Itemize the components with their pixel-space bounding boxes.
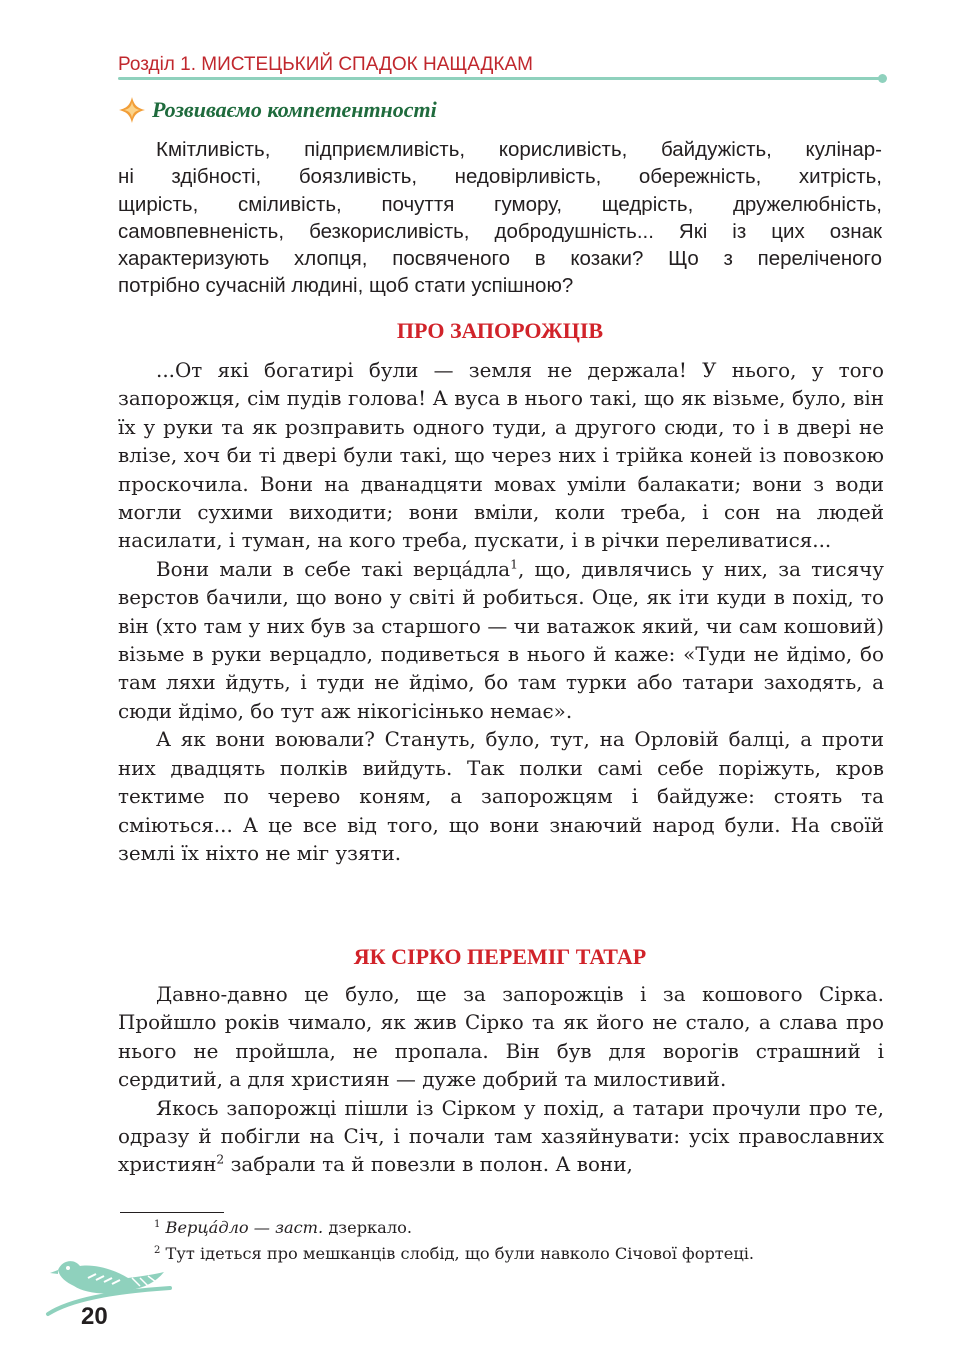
paragraph-text: Якось запорожці пішли із Сірком у похід, а татари прочули про те, одразу й побігли на Січ, і почали там хазяйнувати: усіх православних християн bbox=[118, 1096, 884, 1177]
competence-line: Кмітливість, підприємливість, корисливість, байдужість, кулінар- bbox=[156, 138, 882, 161]
footnote-divider bbox=[120, 1212, 224, 1213]
footnote-1 bbox=[120, 1215, 880, 1241]
story-title-zaporozhtsi: ПРО ЗАПОРОЖЦІВ bbox=[396, 318, 604, 343]
competence-line: характеризують хлопця, посвяченого в козаки? Що з переліченого bbox=[118, 247, 882, 271]
competence-line: самовпевненість, безкорисливість, добродушність... Які із цих ознак bbox=[118, 219, 882, 243]
paragraph: А як вони воювали? Стануть, було, тут, на Орловій балці, а проти них двадцять полків вийдуть. Так полки самі себе поріжуть, кров тектиме по черево коням, а запорожцям і байдуже: стоять та сміються... А це все від того, що вони знаючий народ були. На своїй землі їх ніхто не міг узяти. bbox=[118, 728, 884, 865]
footnote-mark: 2 bbox=[154, 1244, 161, 1256]
paragraph: Давно-давно це було, ще за запорожців і за кошового Сірка. Пройшло років чимало, як жив Сірко та як його не стало, а слава про нього не пройшла, не пропала. Він був для ворогів страшний і сердитий, а для християн — дуже добрий та милостивий. bbox=[118, 983, 884, 1092]
bird-icon bbox=[40, 1248, 180, 1318]
competence-line: щирість, сміливість, почуття гумору, щедрість, дружелюбність, bbox=[118, 192, 882, 216]
paragraph bbox=[118, 556, 884, 726]
footnote-text: дзеркало. bbox=[323, 1218, 412, 1237]
header-divider bbox=[118, 77, 884, 80]
competence-line: потрібно сучасній людині, щоб стати успішною? bbox=[118, 274, 574, 298]
paragraph-text: Вони мали в себе такі верца́дла bbox=[156, 557, 511, 581]
story-title-sirko: ЯК СІРКО ПЕРЕМІГ ТАТАР bbox=[353, 944, 647, 969]
footnote-ref: 2 bbox=[216, 1152, 225, 1167]
footnote-text: Тут ідеться про мешканців слобід, що були навколо Січової фортеці. bbox=[160, 1244, 755, 1263]
competence-text bbox=[118, 136, 882, 300]
footnote-2 bbox=[120, 1241, 880, 1267]
footnote-mark: 1 bbox=[154, 1218, 161, 1230]
flower-star-icon bbox=[118, 96, 146, 124]
page-number: 20 bbox=[81, 1303, 108, 1330]
footnote-ref: 1 bbox=[510, 557, 518, 572]
competence-heading-text: Розвиваємо компетентності bbox=[152, 97, 437, 122]
footnote-term: Верца́дло — заст. bbox=[165, 1218, 324, 1237]
story-body-zaporozhtsi bbox=[118, 357, 884, 868]
competence-line: ні здібності, боязливість, недовірливість, обережність, хитрість, bbox=[118, 165, 882, 189]
paragraph: ...От які богатирі були — земля не держала! У нього, у того запорожця, сім пудів голова! А вуса в нього такі, що як візьме, було, він їх у руки та як розправить одного туди, а другого сюди, то і в двері не влізе, хоч би ті двері були такі, що через них і трійка коней із повозкою проскочила. Вони на дванадцяти мовах уміли балакати; вони з води могли сухими виходити; вони вміли, коли треба, і сон на людей насилати, і туман, на кого треба, пускати, і в річки переливатися... bbox=[118, 359, 884, 553]
header-divider-dot bbox=[878, 74, 887, 83]
paragraph bbox=[118, 1095, 884, 1180]
story-body-sirko bbox=[118, 981, 884, 1180]
paragraph-text: забрали та й повезли в полон. А вони, bbox=[224, 1153, 633, 1177]
chapter-header: Розділ 1. МИСТЕЦЬКИЙ СПАДОК НАЩАДКАМ bbox=[118, 54, 533, 75]
paragraph-text: , що, дивлячись у них, за тисячу верстов бачили, що воно у світі й робиться. Оце, як іти куди в похід, то він (хто там у них був за старшого — чи ватажок який, чи сам кошовий) візьме в руки верцадло, подиветься в нього й каже: «Туди не йдімо, бо там ляхи йдуть, і туди не йдімо, бо там турки або татари заходять, а сюди йдімо, бо тут аж нікогісінько немає». bbox=[118, 557, 884, 723]
competence-heading bbox=[118, 96, 437, 124]
footnotes bbox=[120, 1215, 880, 1267]
